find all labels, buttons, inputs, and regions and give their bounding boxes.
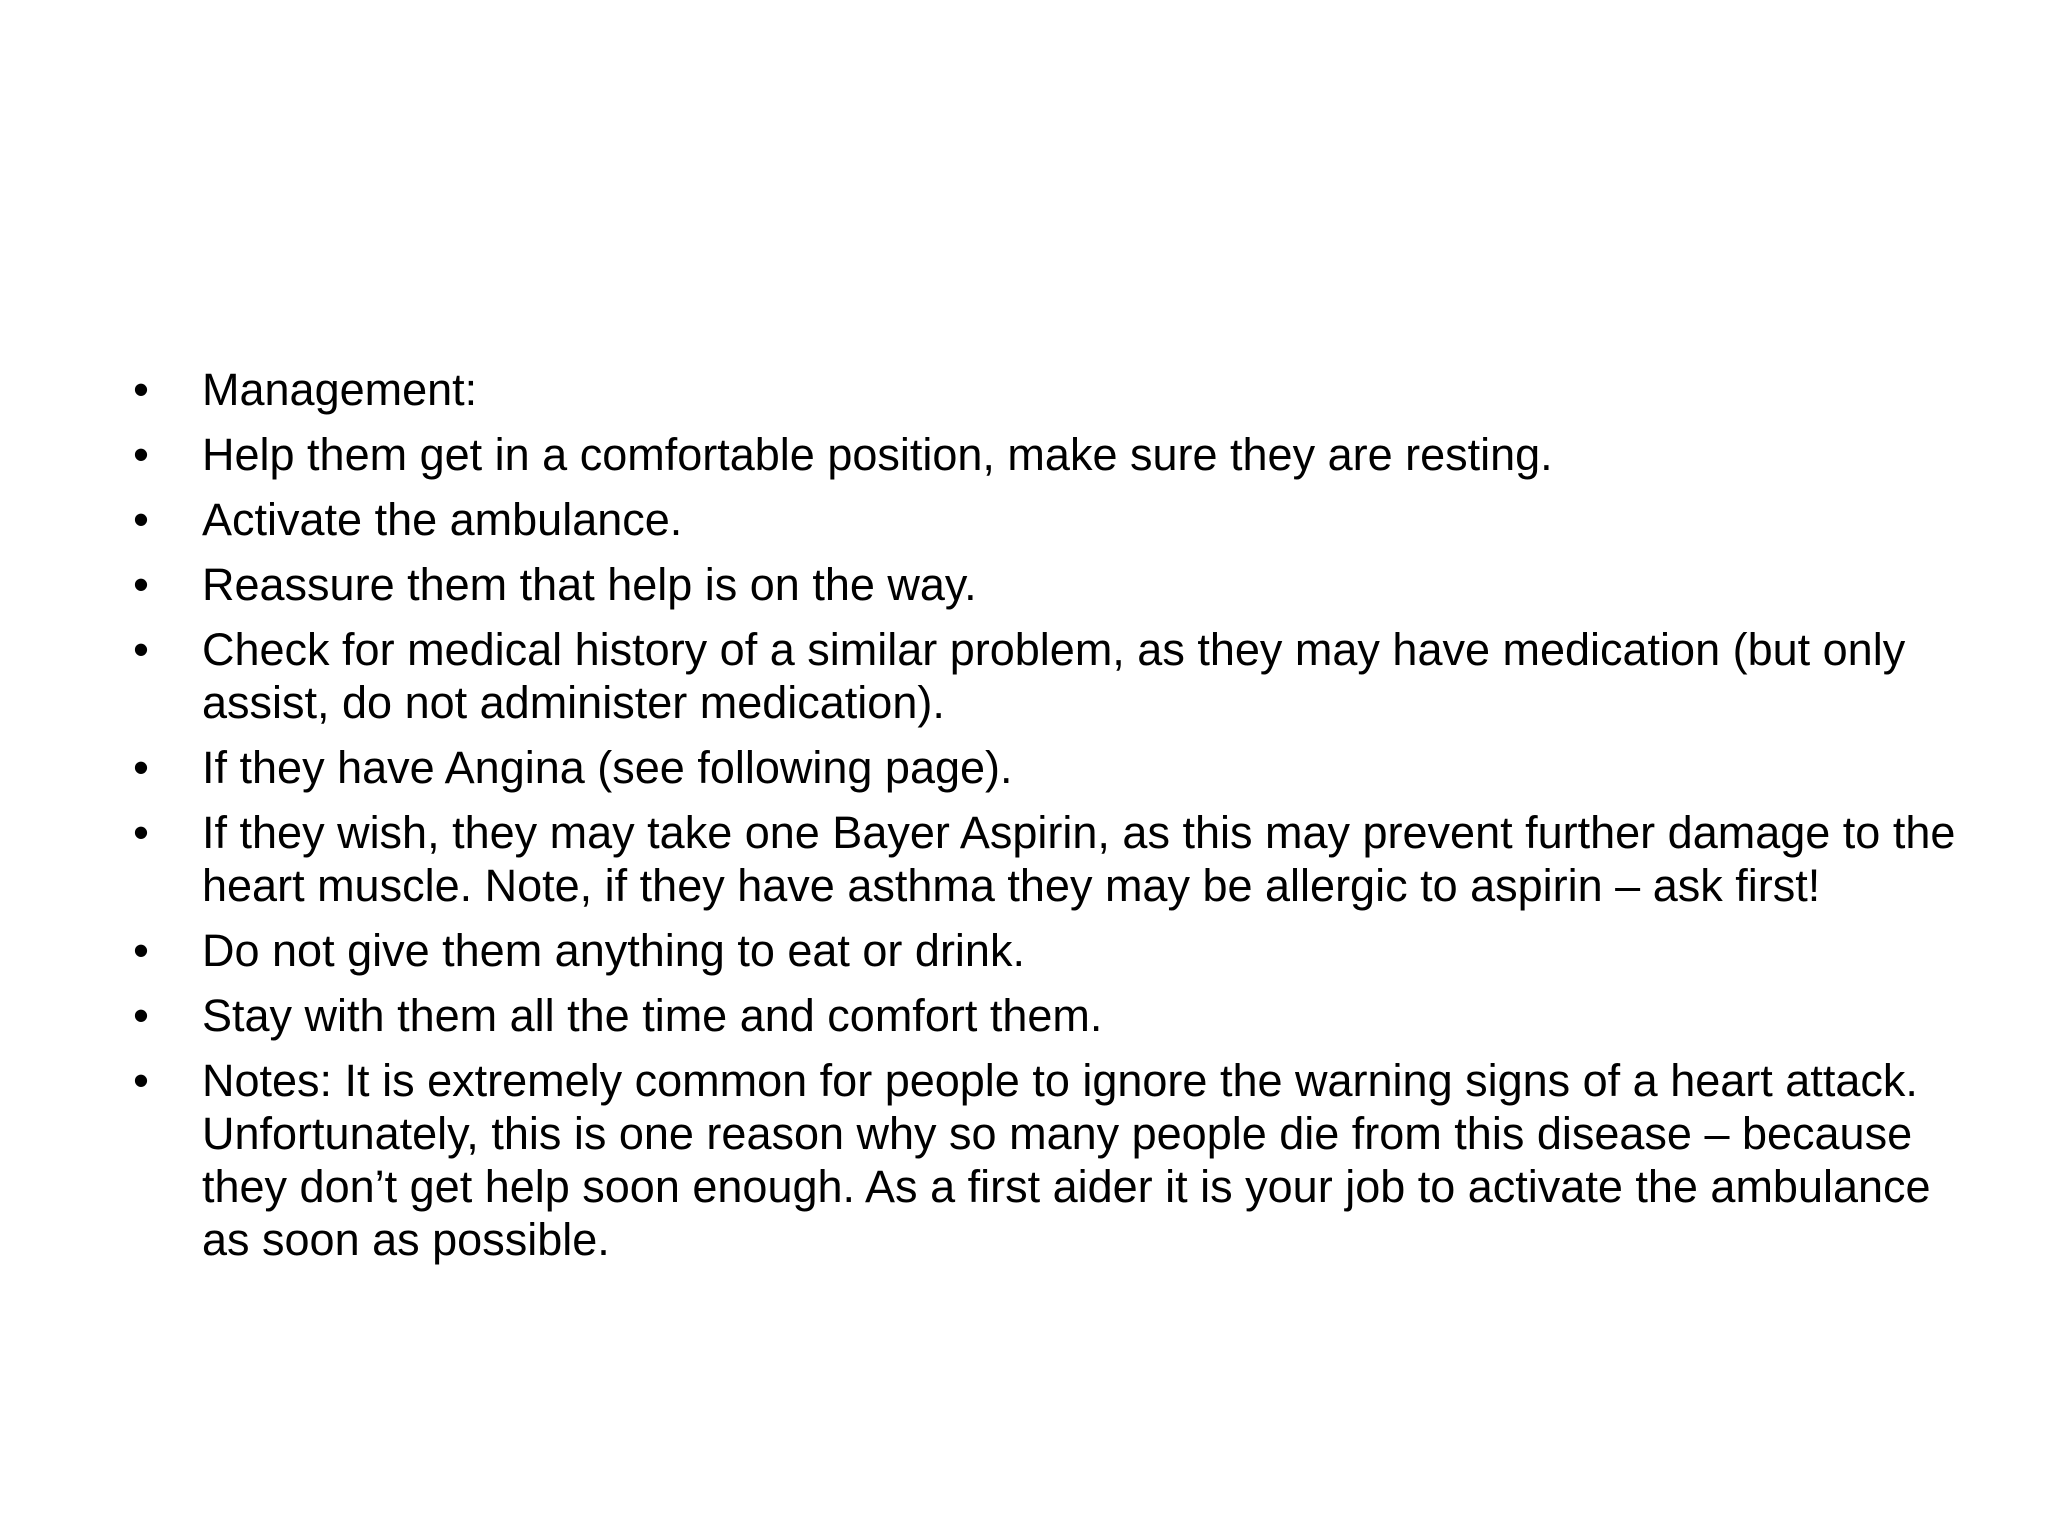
bullet-text: If they have Angina (see following page). xyxy=(202,742,1013,793)
management-bullet-list xyxy=(120,363,1980,1278)
bullet-icon: • xyxy=(133,559,149,610)
bullet-icon: • xyxy=(133,624,149,675)
bullet-text: Management: xyxy=(202,364,478,415)
bullet-text: Check for medical history of a similar problem, as they may have medication (but only assist, do not administer medication). xyxy=(202,624,1906,728)
bullet-text: If they wish, they may take one Bayer Aspirin, as this may prevent further damage to the heart muscle. Note, if they have asthma they may be allergic to aspirin – ask first! xyxy=(202,807,1956,911)
bullet-text: Notes: It is extremely common for people to ignore the warning signs of a heart attack. Unfortunately, this is one reason why so many people die from this disease – because they don’t get help soon enough. As a first aider it is your job to activate the ambulance as soon as possible. xyxy=(202,1055,1931,1265)
bullet-item-angina xyxy=(120,741,1980,794)
bullet-item-medical-history xyxy=(120,623,1980,729)
bullet-item-activate-ambulance xyxy=(120,493,1980,546)
bullet-item-notes xyxy=(120,1054,1980,1266)
bullet-icon: • xyxy=(133,364,149,415)
bullet-item-no-food-drink xyxy=(120,924,1980,977)
bullet-icon: • xyxy=(133,429,149,480)
bullet-icon: • xyxy=(133,742,149,793)
bullet-icon: • xyxy=(133,1055,149,1106)
bullet-icon: • xyxy=(133,925,149,976)
bullet-item-management-heading xyxy=(120,363,1980,416)
bullet-item-reassure xyxy=(120,558,1980,611)
bullet-text: Reassure them that help is on the way. xyxy=(202,559,977,610)
bullet-icon: • xyxy=(133,807,149,858)
bullet-icon: • xyxy=(133,990,149,1041)
bullet-text: Stay with them all the time and comfort them. xyxy=(202,990,1103,1041)
bullet-icon: • xyxy=(133,494,149,545)
bullet-item-stay-with-them xyxy=(120,989,1980,1042)
bullet-item-aspirin xyxy=(120,806,1980,912)
bullet-item-comfortable-position xyxy=(120,428,1980,481)
bullet-text: Activate the ambulance. xyxy=(202,494,683,545)
bullet-text: Do not give them anything to eat or drink. xyxy=(202,925,1025,976)
bullet-text: Help them get in a comfortable position, make sure they are resting. xyxy=(202,429,1553,480)
